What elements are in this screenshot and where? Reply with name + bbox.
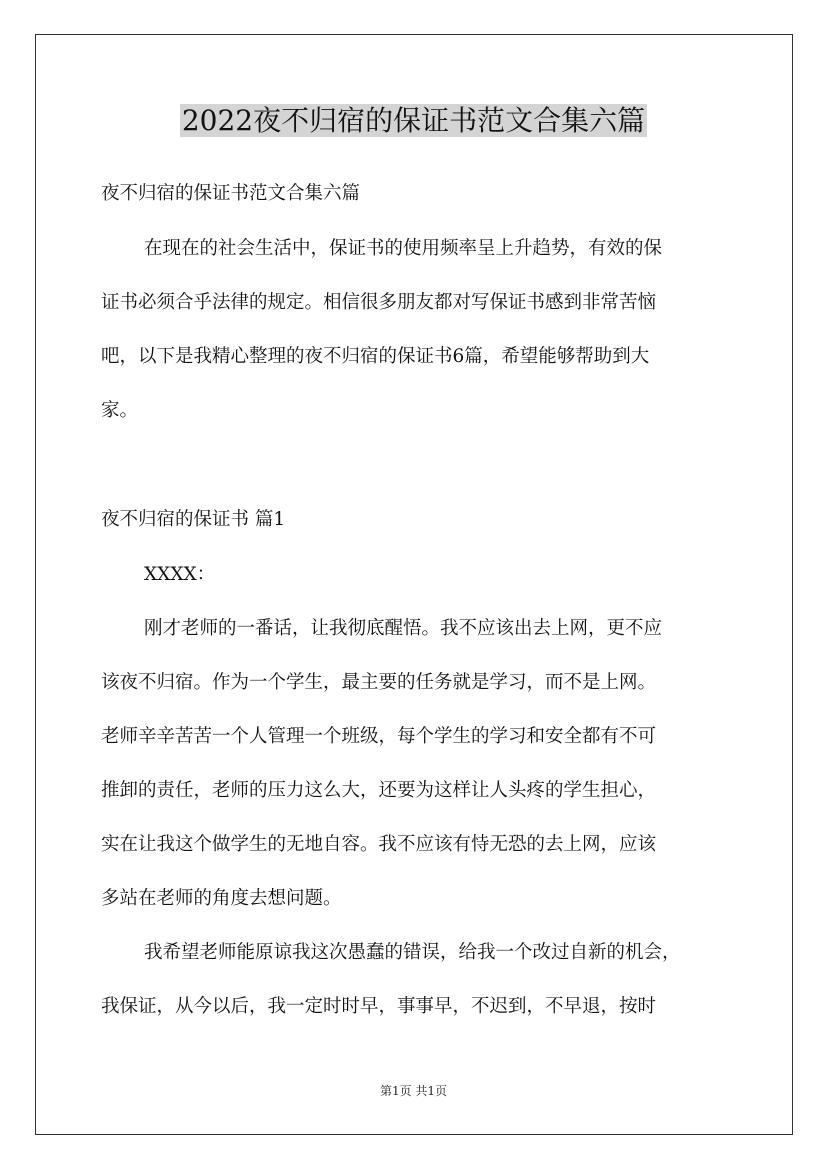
body-line: 实在让我这个做学生的无地自容。我不应该有恃无恐的去上网，应该 — [101, 834, 657, 855]
body-line: 该夜不归宿。作为一个学生，最主要的任务就是学习，而不是上网。 — [101, 672, 657, 693]
page-number-footer: 第1页 共1页 — [379, 1084, 448, 1098]
document-title — [0, 101, 827, 141]
body-line: 推卸的责任，老师的压力这么大，还要为这样让人头疼的学生担心， — [101, 780, 657, 801]
intro-line: 家。 — [101, 400, 139, 421]
body-line: 我保证，从今以后，我一定时时早，事事早，不迟到，不早退，按时 — [101, 996, 657, 1017]
section-heading: 夜不归宿的保证书 篇1 — [101, 509, 286, 530]
letter-salutation: XXXX： — [144, 564, 216, 585]
intro-line: 吧，以下是我精心整理的夜不归宿的保证书6篇，希望能够帮助到大 — [101, 346, 650, 367]
intro-line: 证书必须合乎法律的规定。相信很多朋友都对写保证书感到非常苦恼 — [101, 292, 657, 313]
body-line: 老师辛辛苦苦一个人管理一个班级，每个学生的学习和安全都有不可 — [101, 726, 657, 747]
intro-line: 在现在的社会生活中，保证书的使用频率呈上升趋势，有效的保 — [144, 238, 663, 259]
document-title-text: 2022夜不归宿的保证书范文合集六篇 — [181, 104, 646, 137]
body-line: 多站在老师的角度去想问题。 — [101, 888, 342, 909]
body-line: 我希望老师能原谅我这次愚蠢的错误，给我一个改过自新的机会， — [144, 942, 681, 963]
body-line: 刚才老师的一番话，让我彻底醒悟。我不应该出去上网，更不应 — [144, 618, 663, 639]
document-subtitle: 夜不归宿的保证书范文合集六篇 — [101, 183, 361, 204]
